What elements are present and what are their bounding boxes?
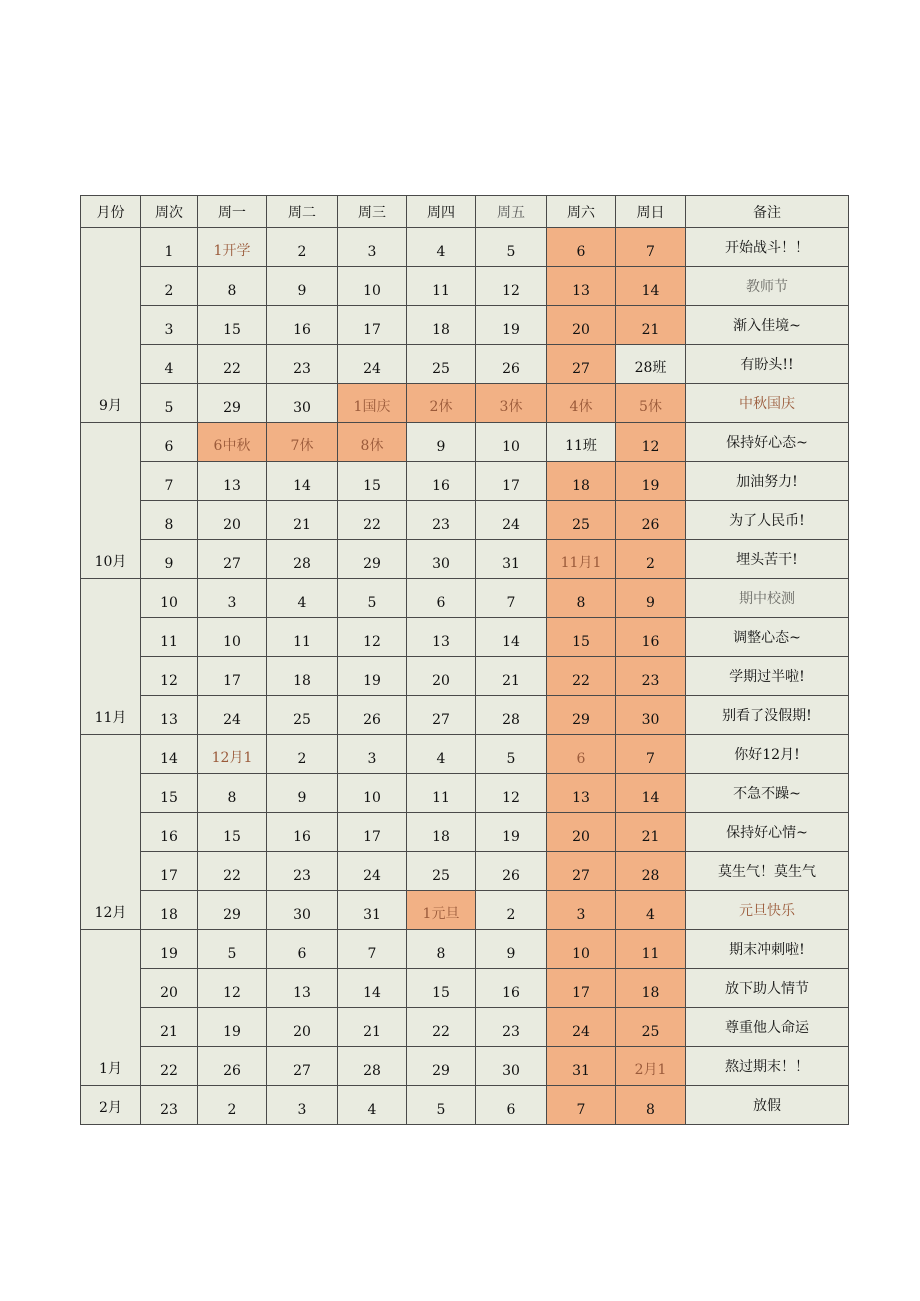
day-cell-sun: 23 [616,657,686,696]
day-cell-sun: 19 [616,462,686,501]
day-cell-fri: 5 [476,735,547,774]
day-cell-mon: 17 [198,657,267,696]
week-row [81,618,849,657]
day-cell-tue: 11 [267,618,338,657]
day-cell-fri: 12 [476,267,547,306]
day-cell-wed: 14 [338,969,407,1008]
note-cell: 熬过期末！！ [686,1047,849,1086]
week-number: 11 [141,618,198,657]
day-cell-sat: 11月1 [547,540,616,579]
week-row [81,930,849,969]
week-row [81,813,849,852]
day-cell-wed: 26 [338,696,407,735]
week-number: 15 [141,774,198,813]
day-cell-mon: 10 [198,618,267,657]
note-cell: 莫生气！莫生气 [686,852,849,891]
day-cell-thu: 27 [407,696,476,735]
day-cell-tue: 2 [267,228,338,267]
day-cell-fri: 6 [476,1086,547,1125]
week-number: 23 [141,1086,198,1125]
day-cell-wed: 28 [338,1047,407,1086]
day-cell-mon: 8 [198,774,267,813]
week-row [81,345,849,384]
day-cell-mon: 12 [198,969,267,1008]
day-cell-sun: 21 [616,813,686,852]
day-cell-mon: 5 [198,930,267,969]
month-label: 12月 [81,735,141,930]
day-cell-sun: 18 [616,969,686,1008]
header-row [81,196,849,228]
day-cell-wed: 17 [338,306,407,345]
header-wed: 周三 [338,196,407,228]
day-cell-tue: 25 [267,696,338,735]
day-cell-fri: 9 [476,930,547,969]
day-cell-wed: 19 [338,657,407,696]
day-cell-fri: 7 [476,579,547,618]
day-cell-thu: 20 [407,657,476,696]
day-cell-tue: 27 [267,1047,338,1086]
note-cell: 渐入佳境~ [686,306,849,345]
week-row [81,774,849,813]
day-cell-wed: 1国庆 [338,384,407,423]
day-cell-wed: 5 [338,579,407,618]
day-cell-thu: 29 [407,1047,476,1086]
header-thu: 周四 [407,196,476,228]
header-note: 备注 [686,196,849,228]
day-cell-tue: 23 [267,852,338,891]
week-number: 16 [141,813,198,852]
note-cell: 调整心态~ [686,618,849,657]
day-cell-thu: 4 [407,228,476,267]
week-row [81,657,849,696]
day-cell-sun: 25 [616,1008,686,1047]
day-cell-thu: 22 [407,1008,476,1047]
week-number: 7 [141,462,198,501]
day-cell-sat: 18 [547,462,616,501]
note-cell: 你好12月! [686,735,849,774]
day-cell-sat: 22 [547,657,616,696]
day-cell-sun: 21 [616,306,686,345]
day-cell-tue: 4 [267,579,338,618]
day-cell-sat: 8 [547,579,616,618]
day-cell-sat: 6 [547,735,616,774]
day-cell-sun: 5休 [616,384,686,423]
day-cell-fri: 3休 [476,384,547,423]
day-cell-tue: 28 [267,540,338,579]
day-cell-sat: 15 [547,618,616,657]
day-cell-fri: 12 [476,774,547,813]
week-number: 12 [141,657,198,696]
day-cell-thu: 13 [407,618,476,657]
day-cell-fri: 5 [476,228,547,267]
day-cell-thu: 5 [407,1086,476,1125]
day-cell-thu: 25 [407,345,476,384]
week-number: 19 [141,930,198,969]
day-cell-tue: 6 [267,930,338,969]
note-cell: 保持好心情~ [686,813,849,852]
week-number: 18 [141,891,198,930]
day-cell-fri: 16 [476,969,547,1008]
day-cell-tue: 14 [267,462,338,501]
day-cell-thu: 1元旦 [407,891,476,930]
week-number: 5 [141,384,198,423]
day-cell-mon: 15 [198,306,267,345]
week-row [81,540,849,579]
school-calendar-table [80,195,849,1125]
week-number: 21 [141,1008,198,1047]
note-cell: 期中校测 [686,579,849,618]
day-cell-wed: 12 [338,618,407,657]
calendar-body [81,228,849,1125]
day-cell-fri: 17 [476,462,547,501]
day-cell-thu: 4 [407,735,476,774]
note-cell: 放假 [686,1086,849,1125]
day-cell-sat: 13 [547,774,616,813]
day-cell-thu: 16 [407,462,476,501]
week-row [81,735,849,774]
note-cell: 埋头苦干! [686,540,849,579]
day-cell-tue: 23 [267,345,338,384]
day-cell-mon: 13 [198,462,267,501]
note-cell: 期末冲刺啦! [686,930,849,969]
week-row [81,969,849,1008]
day-cell-mon: 24 [198,696,267,735]
day-cell-wed: 3 [338,228,407,267]
day-cell-sat: 17 [547,969,616,1008]
day-cell-sat: 24 [547,1008,616,1047]
day-cell-mon: 1开学 [198,228,267,267]
week-number: 4 [141,345,198,384]
header-week: 周次 [141,196,198,228]
day-cell-tue: 2 [267,735,338,774]
note-cell: 为了人民币! [686,501,849,540]
month-label: 1月 [81,930,141,1086]
day-cell-mon: 15 [198,813,267,852]
week-row [81,228,849,267]
day-cell-mon: 26 [198,1047,267,1086]
day-cell-wed: 24 [338,852,407,891]
day-cell-fri: 2 [476,891,547,930]
day-cell-sun: 8 [616,1086,686,1125]
day-cell-tue: 18 [267,657,338,696]
day-cell-sun: 14 [616,774,686,813]
day-cell-thu: 11 [407,267,476,306]
day-cell-sun: 7 [616,228,686,267]
day-cell-wed: 15 [338,462,407,501]
day-cell-sat: 6 [547,228,616,267]
day-cell-fri: 10 [476,423,547,462]
day-cell-thu: 25 [407,852,476,891]
note-cell: 学期过半啦! [686,657,849,696]
day-cell-sun: 26 [616,501,686,540]
day-cell-thu: 6 [407,579,476,618]
week-row [81,462,849,501]
day-cell-fri: 23 [476,1008,547,1047]
note-cell: 元旦快乐 [686,891,849,930]
day-cell-tue: 21 [267,501,338,540]
day-cell-sun: 28 [616,852,686,891]
day-cell-sat: 3 [547,891,616,930]
day-cell-mon: 12月1 [198,735,267,774]
day-cell-wed: 29 [338,540,407,579]
day-cell-fri: 26 [476,345,547,384]
week-row [81,852,849,891]
week-number: 6 [141,423,198,462]
header-fri: 周五 [476,196,547,228]
day-cell-mon: 27 [198,540,267,579]
day-cell-sat: 27 [547,345,616,384]
day-cell-thu: 18 [407,306,476,345]
week-row [81,501,849,540]
day-cell-mon: 22 [198,852,267,891]
day-cell-sat: 29 [547,696,616,735]
header-mon: 周一 [198,196,267,228]
day-cell-mon: 6中秋 [198,423,267,462]
week-row [81,579,849,618]
day-cell-wed: 7 [338,930,407,969]
week-number: 10 [141,579,198,618]
day-cell-fri: 31 [476,540,547,579]
day-cell-fri: 30 [476,1047,547,1086]
note-cell: 教师节 [686,267,849,306]
day-cell-tue: 30 [267,891,338,930]
note-cell: 开始战斗！！ [686,228,849,267]
week-number: 1 [141,228,198,267]
note-cell: 放下助人情节 [686,969,849,1008]
day-cell-fri: 19 [476,813,547,852]
week-number: 13 [141,696,198,735]
week-number: 14 [141,735,198,774]
day-cell-thu: 30 [407,540,476,579]
day-cell-wed: 10 [338,774,407,813]
week-number: 2 [141,267,198,306]
week-row [81,696,849,735]
day-cell-fri: 28 [476,696,547,735]
day-cell-sat: 7 [547,1086,616,1125]
week-row [81,1008,849,1047]
week-number: 3 [141,306,198,345]
day-cell-sat: 25 [547,501,616,540]
day-cell-tue: 7休 [267,423,338,462]
day-cell-sun: 16 [616,618,686,657]
day-cell-sun: 28班 [616,345,686,384]
day-cell-wed: 8休 [338,423,407,462]
week-row [81,891,849,930]
day-cell-wed: 22 [338,501,407,540]
day-cell-sat: 11班 [547,423,616,462]
day-cell-tue: 9 [267,774,338,813]
header-month: 月份 [81,196,141,228]
day-cell-mon: 22 [198,345,267,384]
day-cell-sun: 14 [616,267,686,306]
day-cell-thu: 11 [407,774,476,813]
week-number: 9 [141,540,198,579]
week-row [81,1047,849,1086]
day-cell-sat: 10 [547,930,616,969]
day-cell-tue: 16 [267,306,338,345]
day-cell-sat: 27 [547,852,616,891]
day-cell-thu: 8 [407,930,476,969]
day-cell-mon: 8 [198,267,267,306]
day-cell-tue: 16 [267,813,338,852]
day-cell-sun: 2 [616,540,686,579]
day-cell-mon: 29 [198,891,267,930]
day-cell-tue: 30 [267,384,338,423]
day-cell-sat: 4休 [547,384,616,423]
month-label: 11月 [81,579,141,735]
month-label: 10月 [81,423,141,579]
day-cell-wed: 31 [338,891,407,930]
day-cell-tue: 20 [267,1008,338,1047]
note-cell: 尊重他人命运 [686,1008,849,1047]
day-cell-mon: 3 [198,579,267,618]
day-cell-fri: 24 [476,501,547,540]
day-cell-wed: 10 [338,267,407,306]
day-cell-mon: 20 [198,501,267,540]
day-cell-fri: 26 [476,852,547,891]
week-row [81,423,849,462]
note-cell: 有盼头!! [686,345,849,384]
day-cell-sat: 20 [547,306,616,345]
note-cell: 不急不躁~ [686,774,849,813]
day-cell-sat: 13 [547,267,616,306]
week-number: 8 [141,501,198,540]
month-label: 9月 [81,228,141,423]
note-cell: 加油努力! [686,462,849,501]
month-label: 2月 [81,1086,141,1125]
day-cell-thu: 9 [407,423,476,462]
day-cell-wed: 4 [338,1086,407,1125]
day-cell-fri: 19 [476,306,547,345]
header-sat: 周六 [547,196,616,228]
header-sun: 周日 [616,196,686,228]
day-cell-sun: 12 [616,423,686,462]
day-cell-fri: 14 [476,618,547,657]
week-row [81,267,849,306]
note-cell: 中秋国庆 [686,384,849,423]
day-cell-fri: 21 [476,657,547,696]
day-cell-tue: 3 [267,1086,338,1125]
day-cell-mon: 19 [198,1008,267,1047]
note-cell: 保持好心态~ [686,423,849,462]
day-cell-sun: 30 [616,696,686,735]
header-tue: 周二 [267,196,338,228]
day-cell-sun: 11 [616,930,686,969]
day-cell-thu: 15 [407,969,476,1008]
day-cell-tue: 9 [267,267,338,306]
week-row [81,1086,849,1125]
day-cell-mon: 29 [198,384,267,423]
day-cell-sun: 9 [616,579,686,618]
day-cell-sun: 2月1 [616,1047,686,1086]
day-cell-mon: 2 [198,1086,267,1125]
day-cell-thu: 2休 [407,384,476,423]
day-cell-wed: 21 [338,1008,407,1047]
week-row [81,306,849,345]
day-cell-tue: 13 [267,969,338,1008]
day-cell-thu: 18 [407,813,476,852]
note-cell: 别看了没假期! [686,696,849,735]
day-cell-sat: 31 [547,1047,616,1086]
day-cell-sun: 4 [616,891,686,930]
week-row [81,384,849,423]
day-cell-sat: 20 [547,813,616,852]
week-number: 17 [141,852,198,891]
day-cell-wed: 17 [338,813,407,852]
week-number: 22 [141,1047,198,1086]
day-cell-wed: 3 [338,735,407,774]
day-cell-wed: 24 [338,345,407,384]
day-cell-thu: 23 [407,501,476,540]
day-cell-sun: 7 [616,735,686,774]
week-number: 20 [141,969,198,1008]
